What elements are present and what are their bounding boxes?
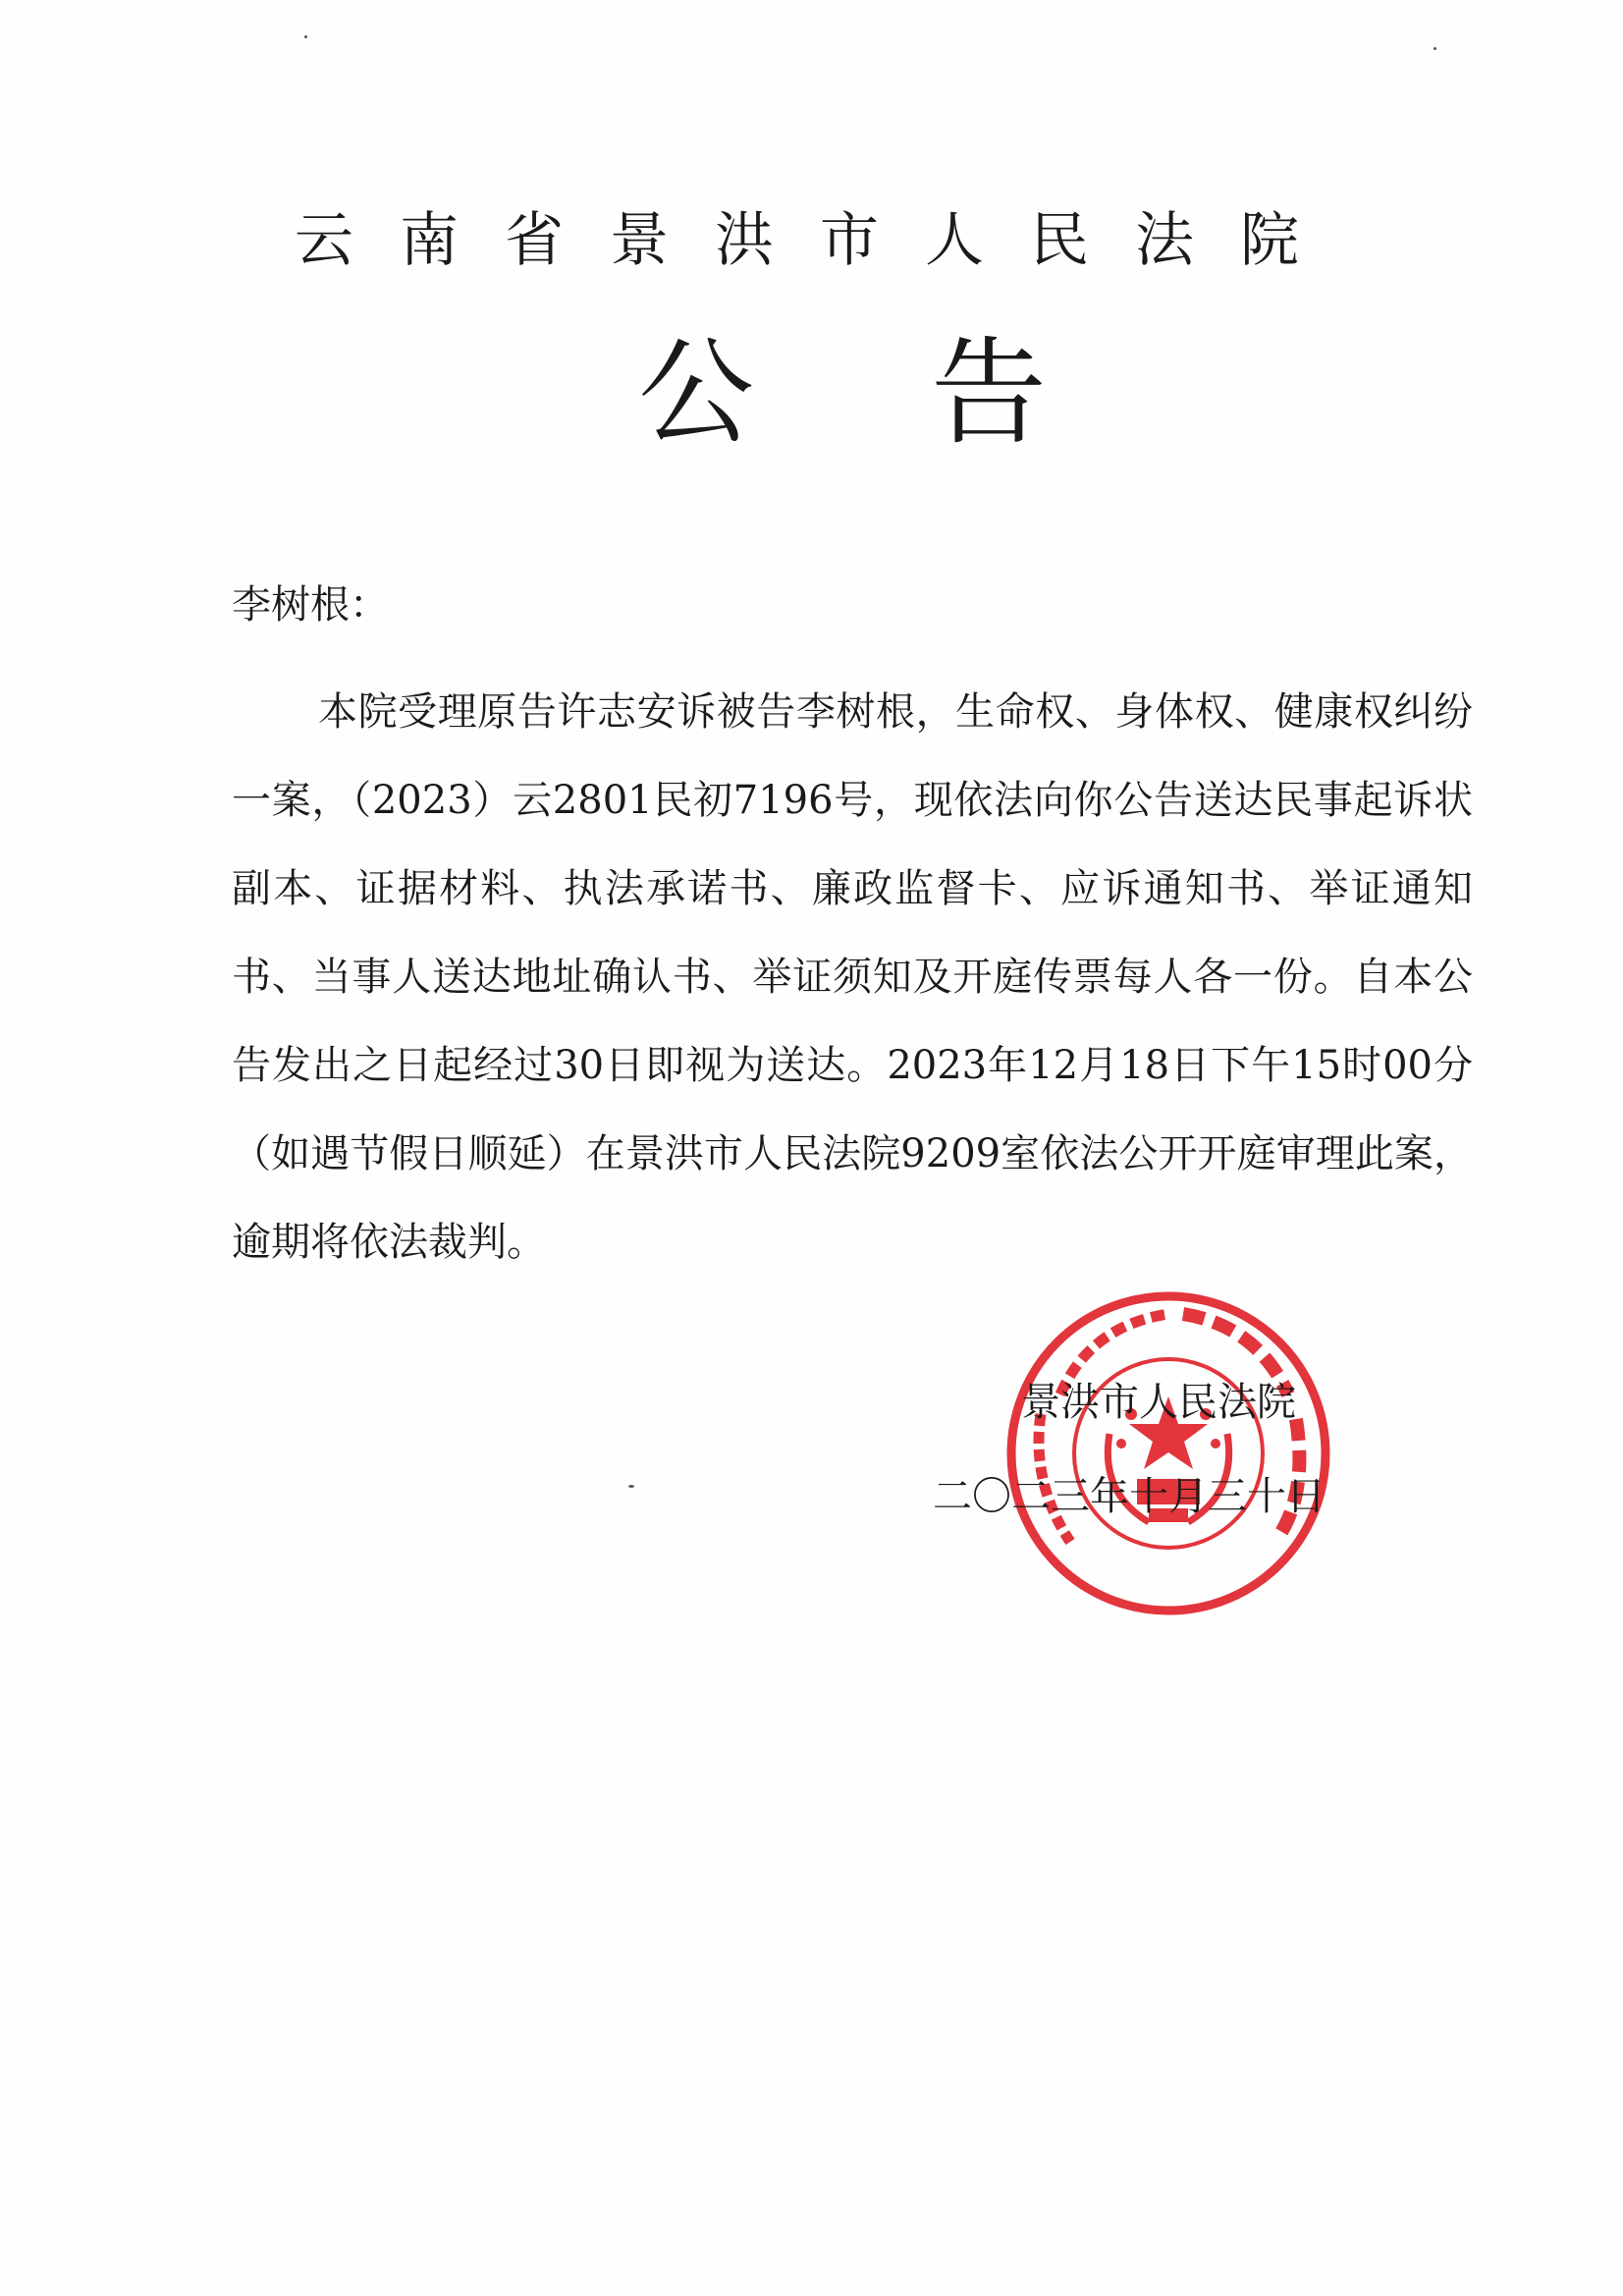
court-name-heading: 云南省景洪市人民法院 bbox=[295, 206, 1345, 275]
seal-small-star bbox=[1116, 1439, 1126, 1449]
scan-speck bbox=[304, 35, 307, 38]
seal-small-star bbox=[1211, 1439, 1220, 1449]
addressee: 李树根： bbox=[232, 582, 389, 628]
scan-speck bbox=[628, 1485, 634, 1488]
notice-body: 本院受理原告许志安诉被告李树根，生命权、身体权、健康权纠纷一案，（2023）云2801民初7196号，现依法向你公告送达民事起诉状副本、证据材料、执法承诺书、廉政监督卡、应诉通知书、举证通知书、当事人送达地址确认书、举证须知及开庭传票每人各一份。自本公告发出之日起经过30日即视为送达。2023年12月18日下午15时00分（如遇节假日顺延）在景洪市人民法院9209室依法公开开庭审理此案，逾期将依法裁判。 bbox=[232, 689, 1473, 1265]
court-seal-icon bbox=[1001, 1286, 1335, 1620]
seal-outer-ring bbox=[1011, 1296, 1325, 1611]
scan-speck bbox=[1434, 47, 1436, 50]
notice-title: 公告 bbox=[638, 325, 1224, 461]
signature-date: 二〇二三年十月三十日 bbox=[933, 1474, 1325, 1519]
signature-court: 景洪市人民法院 bbox=[1021, 1380, 1296, 1425]
